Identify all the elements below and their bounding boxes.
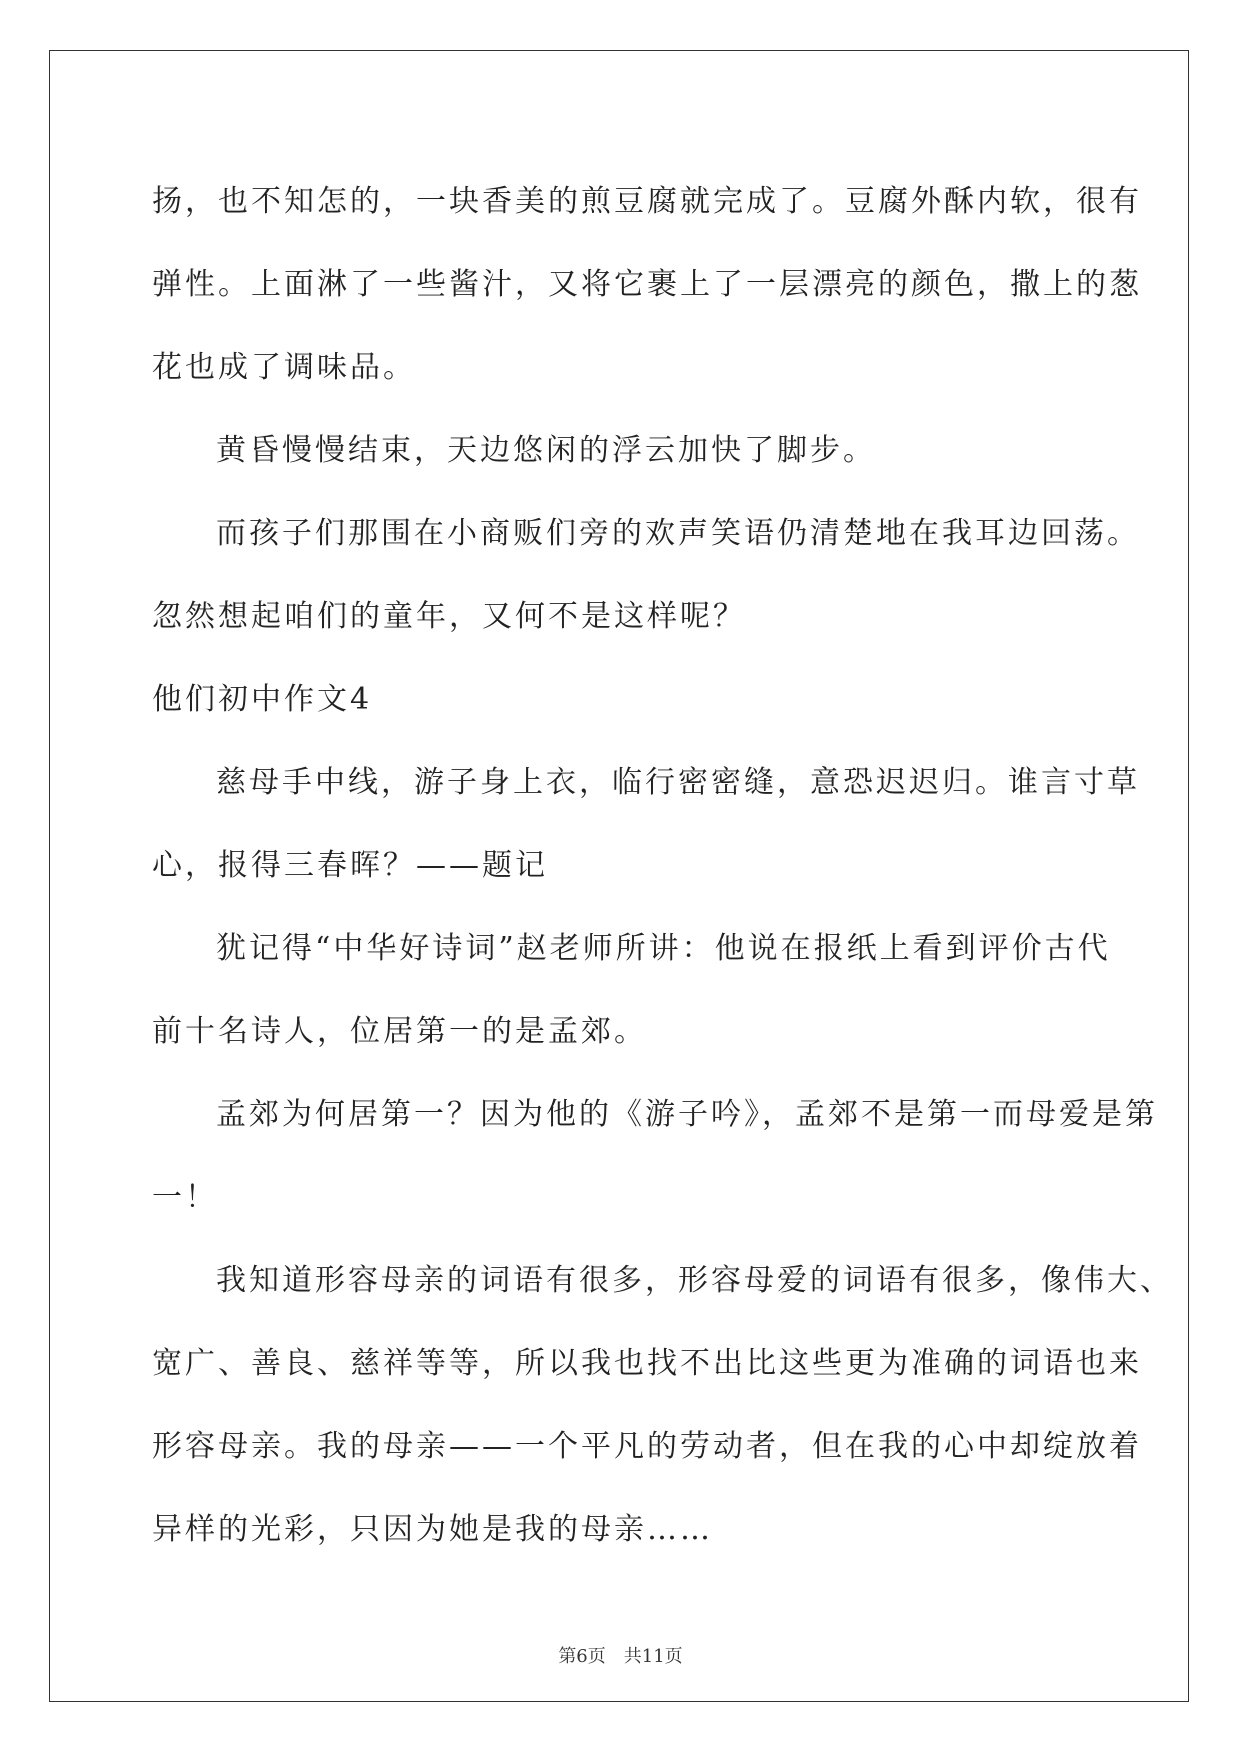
- text-line: 前十名诗人，位居第一的是孟郊。: [152, 1014, 647, 1049]
- text-line: 形容母亲。我的母亲——一个平凡的劳动者，但在我的心中却绽放着: [152, 1429, 1142, 1464]
- text-line: 忽然想起咱们的童年，又何不是这样呢？: [152, 599, 746, 634]
- page-footer: 第6页 共11页: [558, 1646, 683, 1667]
- text-line: 扬，也不知怎的，一块香美的煎豆腐就完成了。豆腐外酥内软，很有: [152, 184, 1142, 219]
- text-line: 黄昏慢慢结束，天边悠闲的浮云加快了脚步。: [216, 433, 876, 468]
- text-line: 宽广、善良、慈祥等等，所以我也找不出比这些更为准确的词语也来: [152, 1346, 1142, 1381]
- text-line: 孟郊为何居第一？因为他的《游子吟》，孟郊不是第一而母爱是第: [216, 1097, 1158, 1132]
- text-line: 我知道形容母亲的词语有很多，形容母爱的词语有很多，像伟大、: [216, 1263, 1173, 1298]
- text-line: 而孩子们那围在小商贩们旁的欢声笑语仍清楚地在我耳边回荡。: [216, 516, 1140, 551]
- text-line: 一！: [152, 1180, 218, 1215]
- text-line: 弹性。上面淋了一些酱汁，又将它裹上了一层漂亮的颜色，撒上的葱: [152, 267, 1142, 302]
- text-line: 慈母手中线，游子身上衣，临行密密缝，意恐迟迟归。谁言寸草: [216, 765, 1140, 800]
- text-line: 犹记得“中华好诗词”赵老师所讲：他说在报纸上看到评价古代: [216, 931, 1111, 966]
- document-body: [152, 160, 1173, 1571]
- text-line: 心，报得三春晖？——题记: [152, 848, 548, 883]
- text-line: 异样的光彩，只因为她是我的母亲……: [152, 1512, 713, 1547]
- text-line: 他们初中作文4: [152, 682, 373, 717]
- text-line: 花也成了调味品。: [152, 350, 416, 385]
